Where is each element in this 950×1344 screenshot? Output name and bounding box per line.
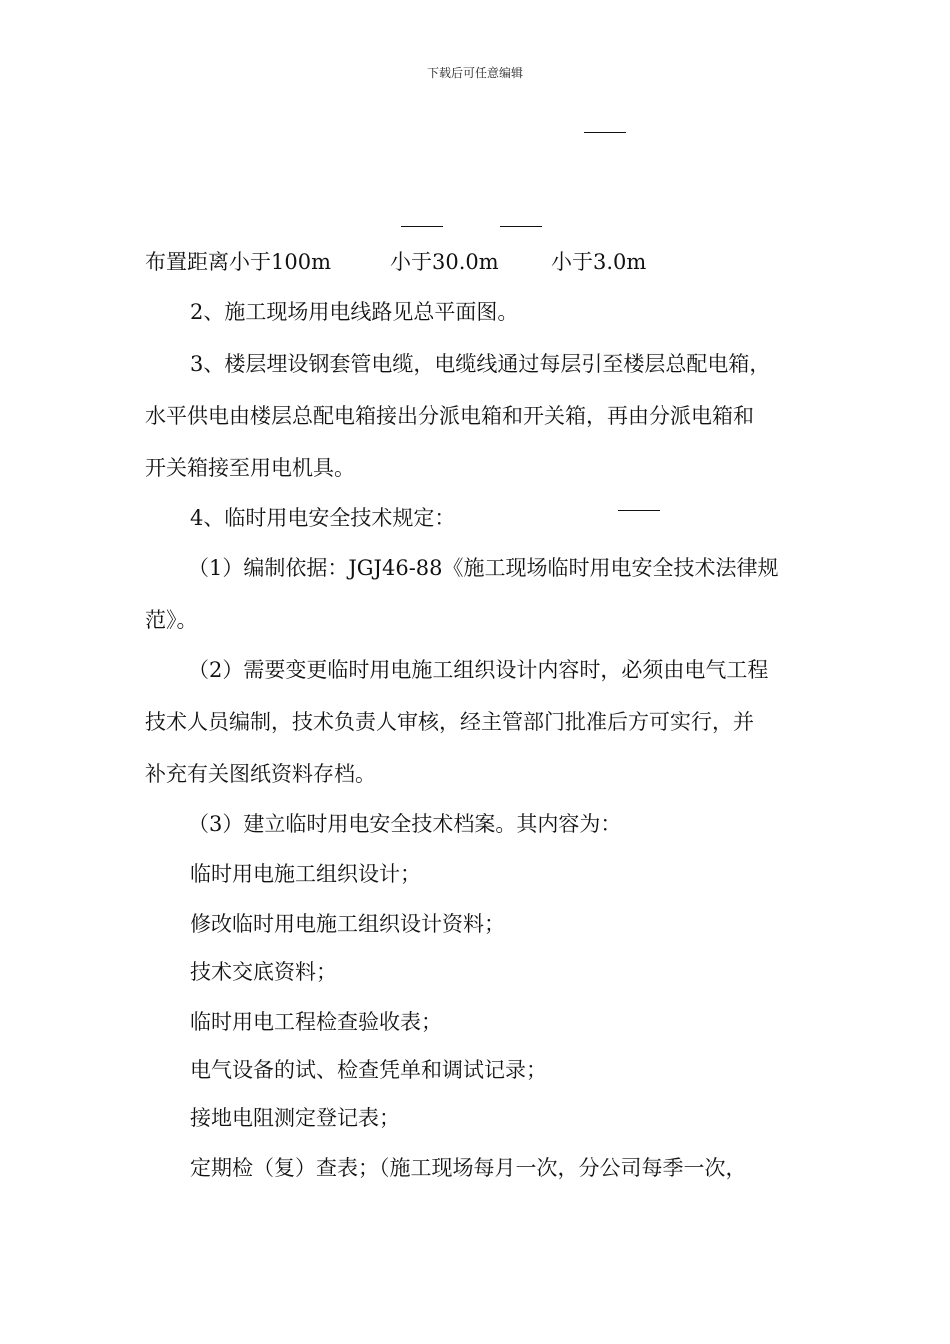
distance-b: 小于30.0m [390, 250, 499, 274]
paragraph-3-line-2: 水平供电由楼层总配电箱接出分派电箱和开关箱，再由分派电箱和 [145, 404, 754, 428]
blank-underline [401, 226, 443, 227]
list-item: 电气设备的试、检查凭单和调试记录； [190, 1058, 547, 1082]
distance-a: 布置距离小于100m [145, 250, 331, 274]
section-1-line-2: 范》。 [145, 608, 198, 632]
section-2-line-3: 补充有关图纸资料存档。 [145, 762, 376, 786]
distance-line [145, 248, 647, 276]
list-item: 接地电阻测定登记表； [190, 1106, 400, 1130]
distance-c: 小于3.0m [551, 250, 647, 274]
blank-underline [618, 510, 660, 511]
section-3: （3）建立临时用电安全技术档案。其内容为： [188, 812, 622, 836]
paragraph-4: 4、临时用电安全技术规定： [190, 506, 456, 530]
section-2-line-1: （2）需要变更临时用电施工组织设计内容时，必须由电气工程 [188, 658, 769, 682]
list-item: 技术交底资料； [190, 960, 337, 984]
list-item: 临时用电工程检查验收表； [190, 1010, 442, 1034]
page-header: 下载后可任意编辑 [426, 66, 523, 80]
paragraph-2: 2、施工现场用电线路见总平面图。 [190, 300, 519, 324]
section-1-line-1: （1）编制依据：JGJ46-88《施工现场临时用电安全技术法律规 [188, 556, 779, 580]
blank-underline [500, 226, 542, 227]
list-item: 定期检（复）查表；（施工现场每月一次，分公司每季一次， [190, 1156, 747, 1180]
blank-underline [584, 132, 626, 133]
paragraph-3-line-3: 开关箱接至用电机具。 [145, 456, 355, 480]
list-item: 临时用电施工组织设计； [190, 862, 421, 886]
section-2-line-2: 技术人员编制，技术负责人审核，经主管部门批准后方可实行，并 [145, 710, 754, 734]
list-item: 修改临时用电施工组织设计资料； [190, 912, 505, 936]
paragraph-3-line-1: 3、楼层埋设钢套管电缆，电缆线通过每层引至楼层总配电箱， [190, 352, 771, 376]
